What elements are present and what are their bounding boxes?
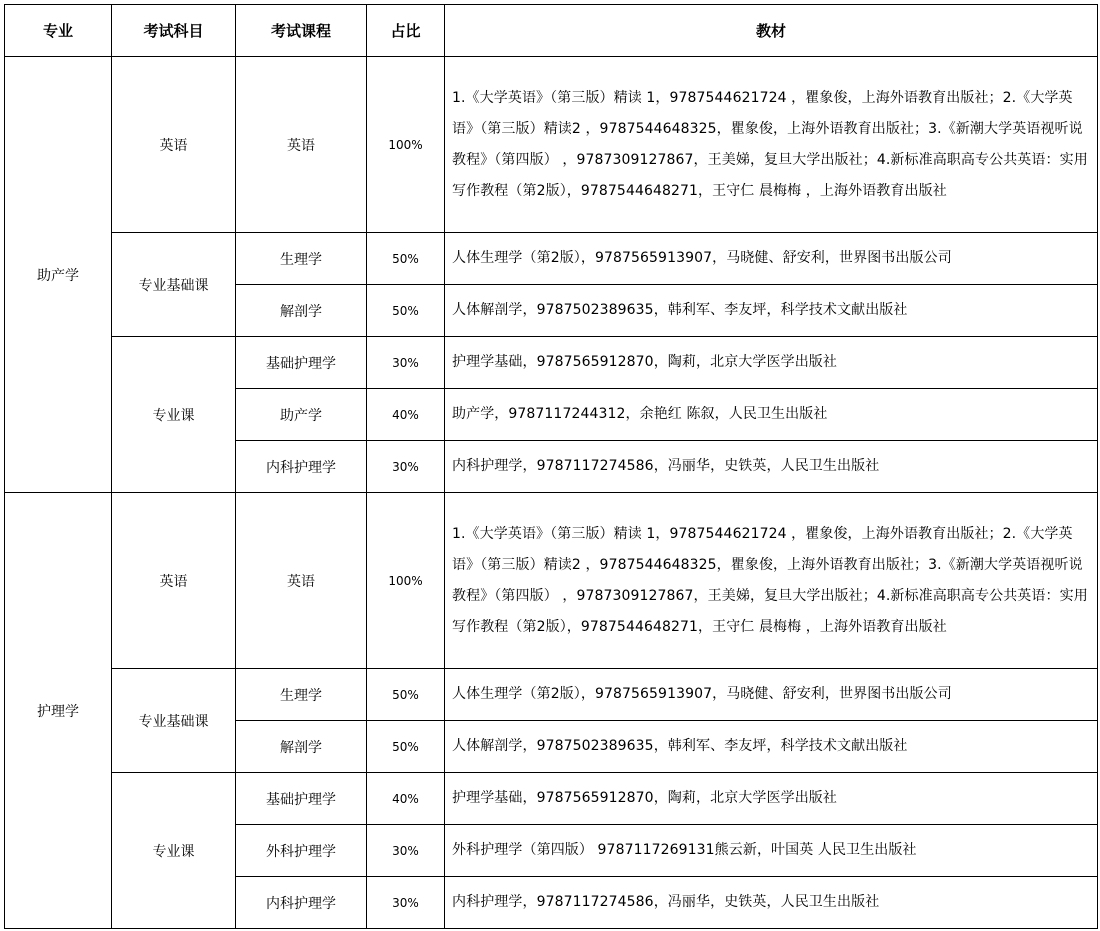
exam-table [4, 4, 1098, 929]
course-cell: 内科护理学 [236, 877, 367, 929]
subject-cell: 专业基础课 [112, 669, 236, 773]
major-cell: 护理学 [5, 493, 112, 929]
textbook-cell: 人体解剖学，9787502389635，韩利军、李友坪，科学技术文献出版社 [445, 721, 1098, 773]
textbook-cell: 1.《大学英语》（第三版）精读 1，9787544621724 ，瞿象俊，上海外语教育出版社；2.《大学英语》（第三版）精读2 ，9787544648325，瞿象俊，上海外语教育出版社；3.《新潮大学英语视听说教程》（第四版） ，9787309127867，王美娣，复旦大学出版社；4.新标准高职高专公共英语：实用写作教程（第2版），9787544648271，王守仁 晨梅梅 ，上海外语教育出版社 [445, 493, 1098, 669]
course-cell: 解剖学 [236, 721, 367, 773]
ratio-cell: 30% [367, 337, 445, 389]
header-ratio: 占比 [367, 5, 445, 57]
course-cell: 外科护理学 [236, 825, 367, 877]
header-course: 考试课程 [236, 5, 367, 57]
header-major: 专业 [5, 5, 112, 57]
subject-cell: 英语 [112, 57, 236, 233]
textbook-cell: 内科护理学，9787117274586，冯丽华，史铁英，人民卫生出版社 [445, 441, 1098, 493]
ratio-cell: 40% [367, 773, 445, 825]
subject-cell: 专业基础课 [112, 233, 236, 337]
ratio-cell: 50% [367, 669, 445, 721]
header-row [5, 5, 1098, 57]
textbook-cell: 人体解剖学，9787502389635，韩利军、李友坪，科学技术文献出版社 [445, 285, 1098, 337]
subject-cell: 英语 [112, 493, 236, 669]
textbook-cell: 1.《大学英语》（第三版）精读 1，9787544621724 ，瞿象俊，上海外语教育出版社；2.《大学英语》（第三版）精读2 ，9787544648325，瞿象俊，上海外语教育出版社；3.《新潮大学英语视听说教程》（第四版） ，9787309127867，王美娣，复旦大学出版社；4.新标准高职高专公共英语：实用写作教程（第2版），9787544648271，王守仁 晨梅梅 ，上海外语教育出版社 [445, 57, 1098, 233]
course-cell: 英语 [236, 493, 367, 669]
textbook-cell: 内科护理学，9787117274586，冯丽华，史铁英，人民卫生出版社 [445, 877, 1098, 929]
header-textbook: 教材 [445, 5, 1098, 57]
textbook-cell: 护理学基础，9787565912870，陶莉，北京大学医学出版社 [445, 337, 1098, 389]
textbook-cell: 助产学，9787117244312，余艳红 陈叙，人民卫生出版社 [445, 389, 1098, 441]
table-row [5, 669, 1098, 721]
course-cell: 英语 [236, 57, 367, 233]
textbook-cell: 人体生理学（第2版），9787565913907，马晓健、舒安利，世界图书出版公司 [445, 233, 1098, 285]
course-cell: 生理学 [236, 233, 367, 285]
course-cell: 基础护理学 [236, 773, 367, 825]
ratio-cell: 30% [367, 441, 445, 493]
ratio-cell: 100% [367, 57, 445, 233]
course-cell: 解剖学 [236, 285, 367, 337]
ratio-cell: 30% [367, 877, 445, 929]
ratio-cell: 100% [367, 493, 445, 669]
course-cell: 助产学 [236, 389, 367, 441]
header-subject: 考试科目 [112, 5, 236, 57]
table-row [5, 773, 1098, 825]
table-row [5, 493, 1098, 669]
ratio-cell: 50% [367, 285, 445, 337]
textbook-cell: 护理学基础，9787565912870，陶莉，北京大学医学出版社 [445, 773, 1098, 825]
ratio-cell: 30% [367, 825, 445, 877]
ratio-cell: 50% [367, 721, 445, 773]
table-row [5, 233, 1098, 285]
table-row [5, 57, 1098, 233]
major-cell: 助产学 [5, 57, 112, 493]
textbook-cell: 外科护理学（第四版） 9787117269131熊云新，叶国英 人民卫生出版社 [445, 825, 1098, 877]
subject-cell: 专业课 [112, 773, 236, 929]
course-cell: 内科护理学 [236, 441, 367, 493]
course-cell: 基础护理学 [236, 337, 367, 389]
course-cell: 生理学 [236, 669, 367, 721]
textbook-cell: 人体生理学（第2版），9787565913907，马晓健、舒安利，世界图书出版公司 [445, 669, 1098, 721]
ratio-cell: 50% [367, 233, 445, 285]
table-row [5, 337, 1098, 389]
ratio-cell: 40% [367, 389, 445, 441]
subject-cell: 专业课 [112, 337, 236, 493]
